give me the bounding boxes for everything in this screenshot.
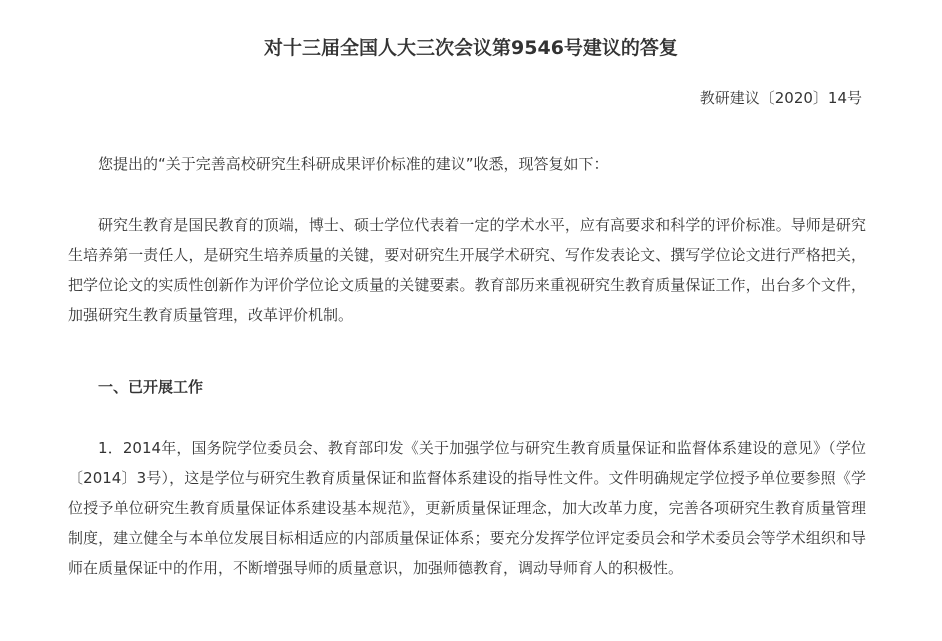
section-heading-1: 一、已开展工作 xyxy=(98,378,204,396)
body-paragraph-1: 研究生教育是国民教育的顶端，博士、硕士学位代表着一定的学术水平，应有高要求和科学的评价标准。导师是研究生培养第一责任人，是研究生培养质量的关键，要对研究生开展学术研究、写作发表论文、撰写学位论文进行严格把关，把学位论文的实质性创新作为评价学位论文质量的关键要素。教育部历来重视研究生教育质量保证工作，出台多个文件，加强研究生教育质量管理，改革评价机制。 xyxy=(68,216,866,324)
document-number: 教研建议〔2020〕14号 xyxy=(699,89,862,107)
document-title: 对十三届全国人大三次会议第9546号建议的答复 xyxy=(264,37,678,59)
section-1-item-1: 1．2014年，国务院学位委员会、教育部印发《关于加强学位与研究生教育质量保证和监督体系建设的意见》（学位〔2014〕3号），这是学位与研究生教育质量保证和监督体系建设的指导性文件。文件明确规定学位授予单位要参照《学位授予单位研究生教育质量保证体系建设基本规范》，更新质量保证理念，加大改革力度，完善各项研究生教育质量管理制度，建立健全与本单位发展目标相适应的内部质量保证体系；要充分发挥学位评定委员会和学术委员会等学术组织和导师在质量保证中的作用，不断增强导师的质量意识，加强师德教育，调动导师育人的积极性。 xyxy=(68,439,866,577)
intro-paragraph: 您提出的“关于完善高校研究生科研成果评价标准的建议”收悉，现答复如下： xyxy=(98,155,609,173)
